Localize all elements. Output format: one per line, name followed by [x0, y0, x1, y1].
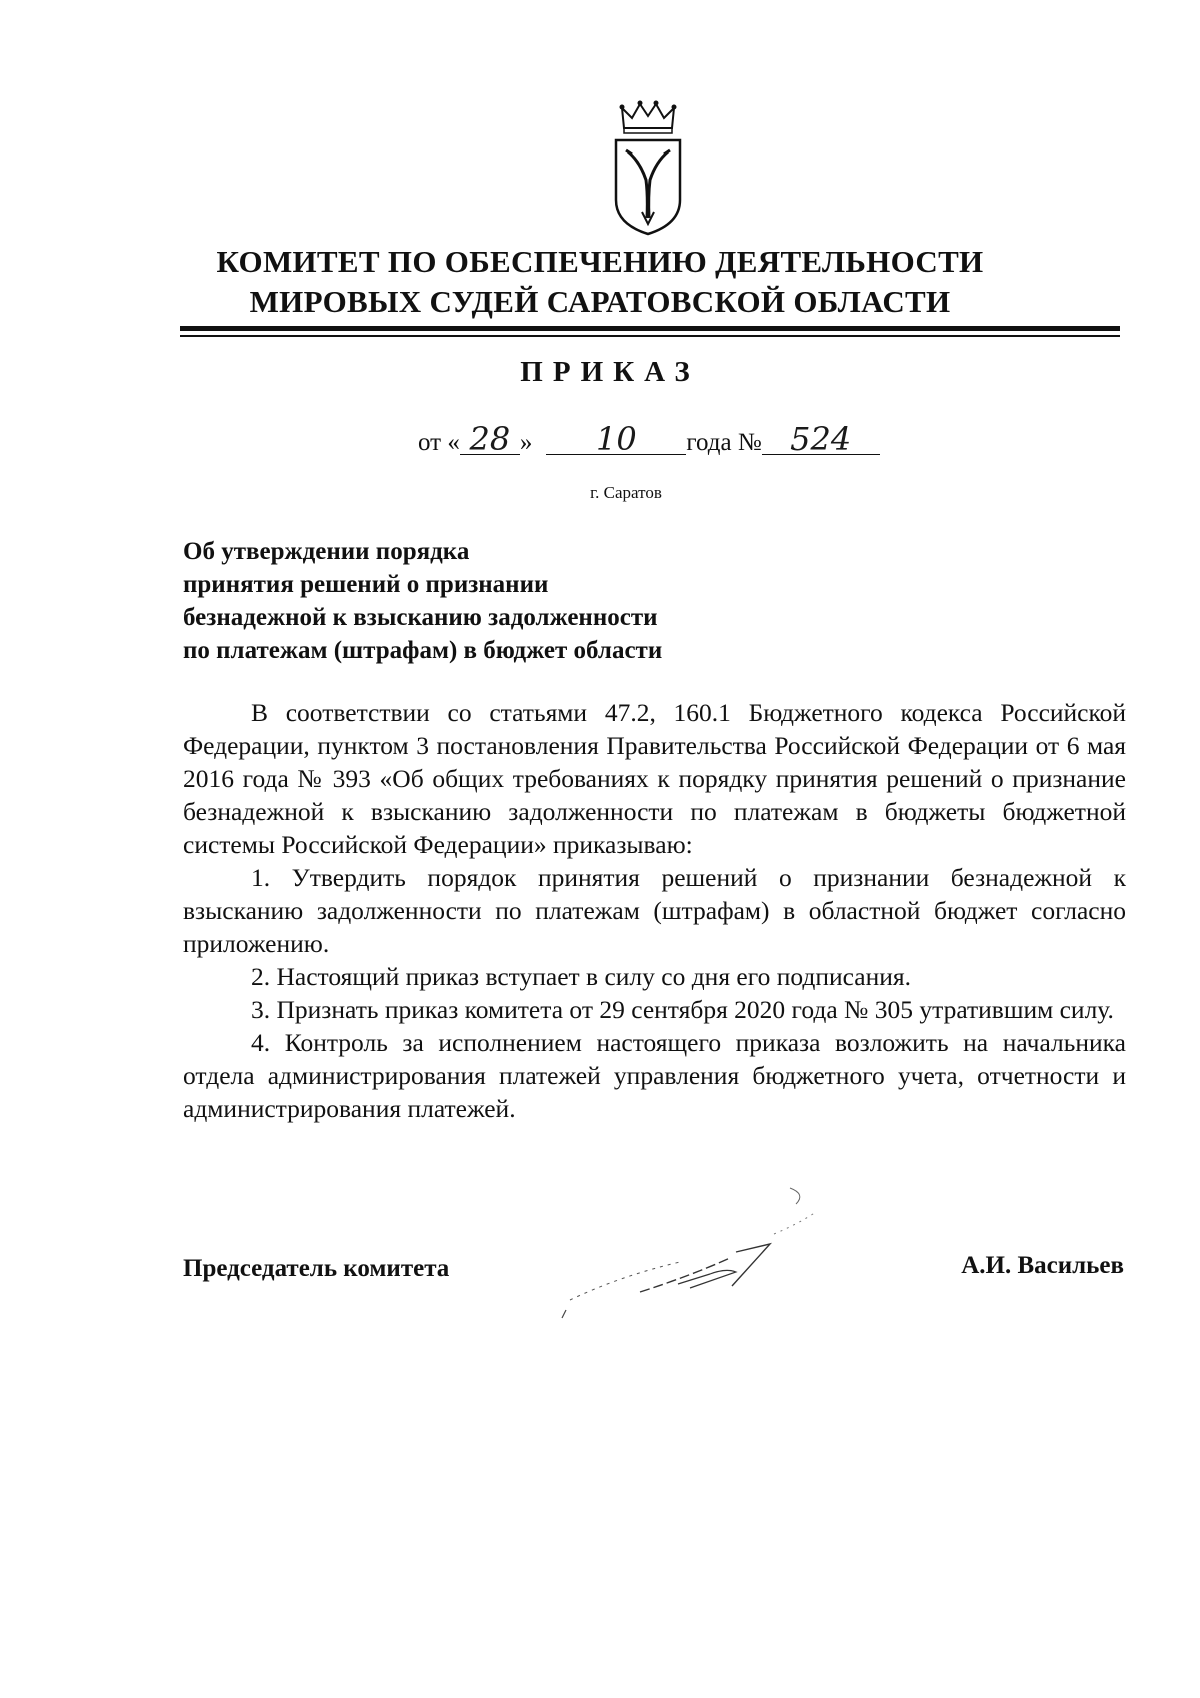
order-subject — [183, 535, 803, 667]
handwritten-signature — [560, 1180, 890, 1320]
order-number-handwritten: 524 — [762, 424, 880, 455]
body-item-1: 1. Утвердить порядок принятия решений о признании безнадежной к взысканию задолженности по платежам (штрафам) в областной бюджет согласно приложению. — [183, 863, 1126, 958]
subject-line: безнадежной к взысканию задолженности — [183, 604, 658, 631]
subject-line: Об утверждении порядка — [183, 538, 470, 565]
body-item-3: 3. Признать приказ комитета от 29 сентября 2020 года № 305 утратившим силу. — [251, 995, 1114, 1024]
order-body — [183, 696, 1126, 1125]
saratov-coat-of-arms-icon — [612, 100, 684, 240]
date-prefix: от « — [418, 429, 460, 456]
organization-title-line-1: КОМИТЕТ ПО ОБЕСПЕЧЕНИЮ ДЕЯТЕЛЬНОСТИ — [216, 244, 984, 279]
date-day-handwritten: 28 — [460, 424, 520, 455]
body-item-4: 4. Контроль за исполнением настоящего приказа возложить на начальника отдела администрирования платежей управления бюджетного учета, отчетности и администрирования платежей. — [183, 1028, 1126, 1123]
date-month-handwritten: 10 — [546, 424, 686, 455]
document-type: ПРИКАЗ — [520, 356, 700, 388]
year-label: года № — [686, 429, 762, 456]
date-number-line — [418, 420, 880, 458]
date-day-suffix: » — [519, 429, 533, 456]
body-preamble: В соответствии со статьями 47.2, 160.1 Бюджетного кодекса Российской Федерации, пунктом 3 постановления Правительства Российской Федерации от 6 мая 2016 года № 393 «Об общих требованиях к порядку принятия решений о признание безнадежной к взысканию задолженности по платежам в бюджеты бюджетной системы Российской Федерации» приказываю: — [183, 698, 1126, 859]
signatory-name: А.И. Васильев — [961, 1252, 1124, 1279]
organization-title-line-2: МИРОВЫХ СУДЕЙ САРАТОВСКОЙ ОБЛАСТИ — [249, 284, 951, 319]
subject-line: принятия решений о признании — [183, 571, 549, 598]
signatory-position: Председатель комитета — [183, 1255, 450, 1282]
header-divider-thin — [180, 335, 1120, 337]
organization-title — [150, 242, 1050, 322]
body-item-2: 2. Настоящий приказ вступает в силу со дня его подписания. — [251, 962, 911, 991]
subject-line: по платежам (штрафам) в бюджет области — [183, 637, 663, 664]
city: г. Саратов — [590, 483, 662, 502]
header-divider-thick — [180, 326, 1120, 331]
